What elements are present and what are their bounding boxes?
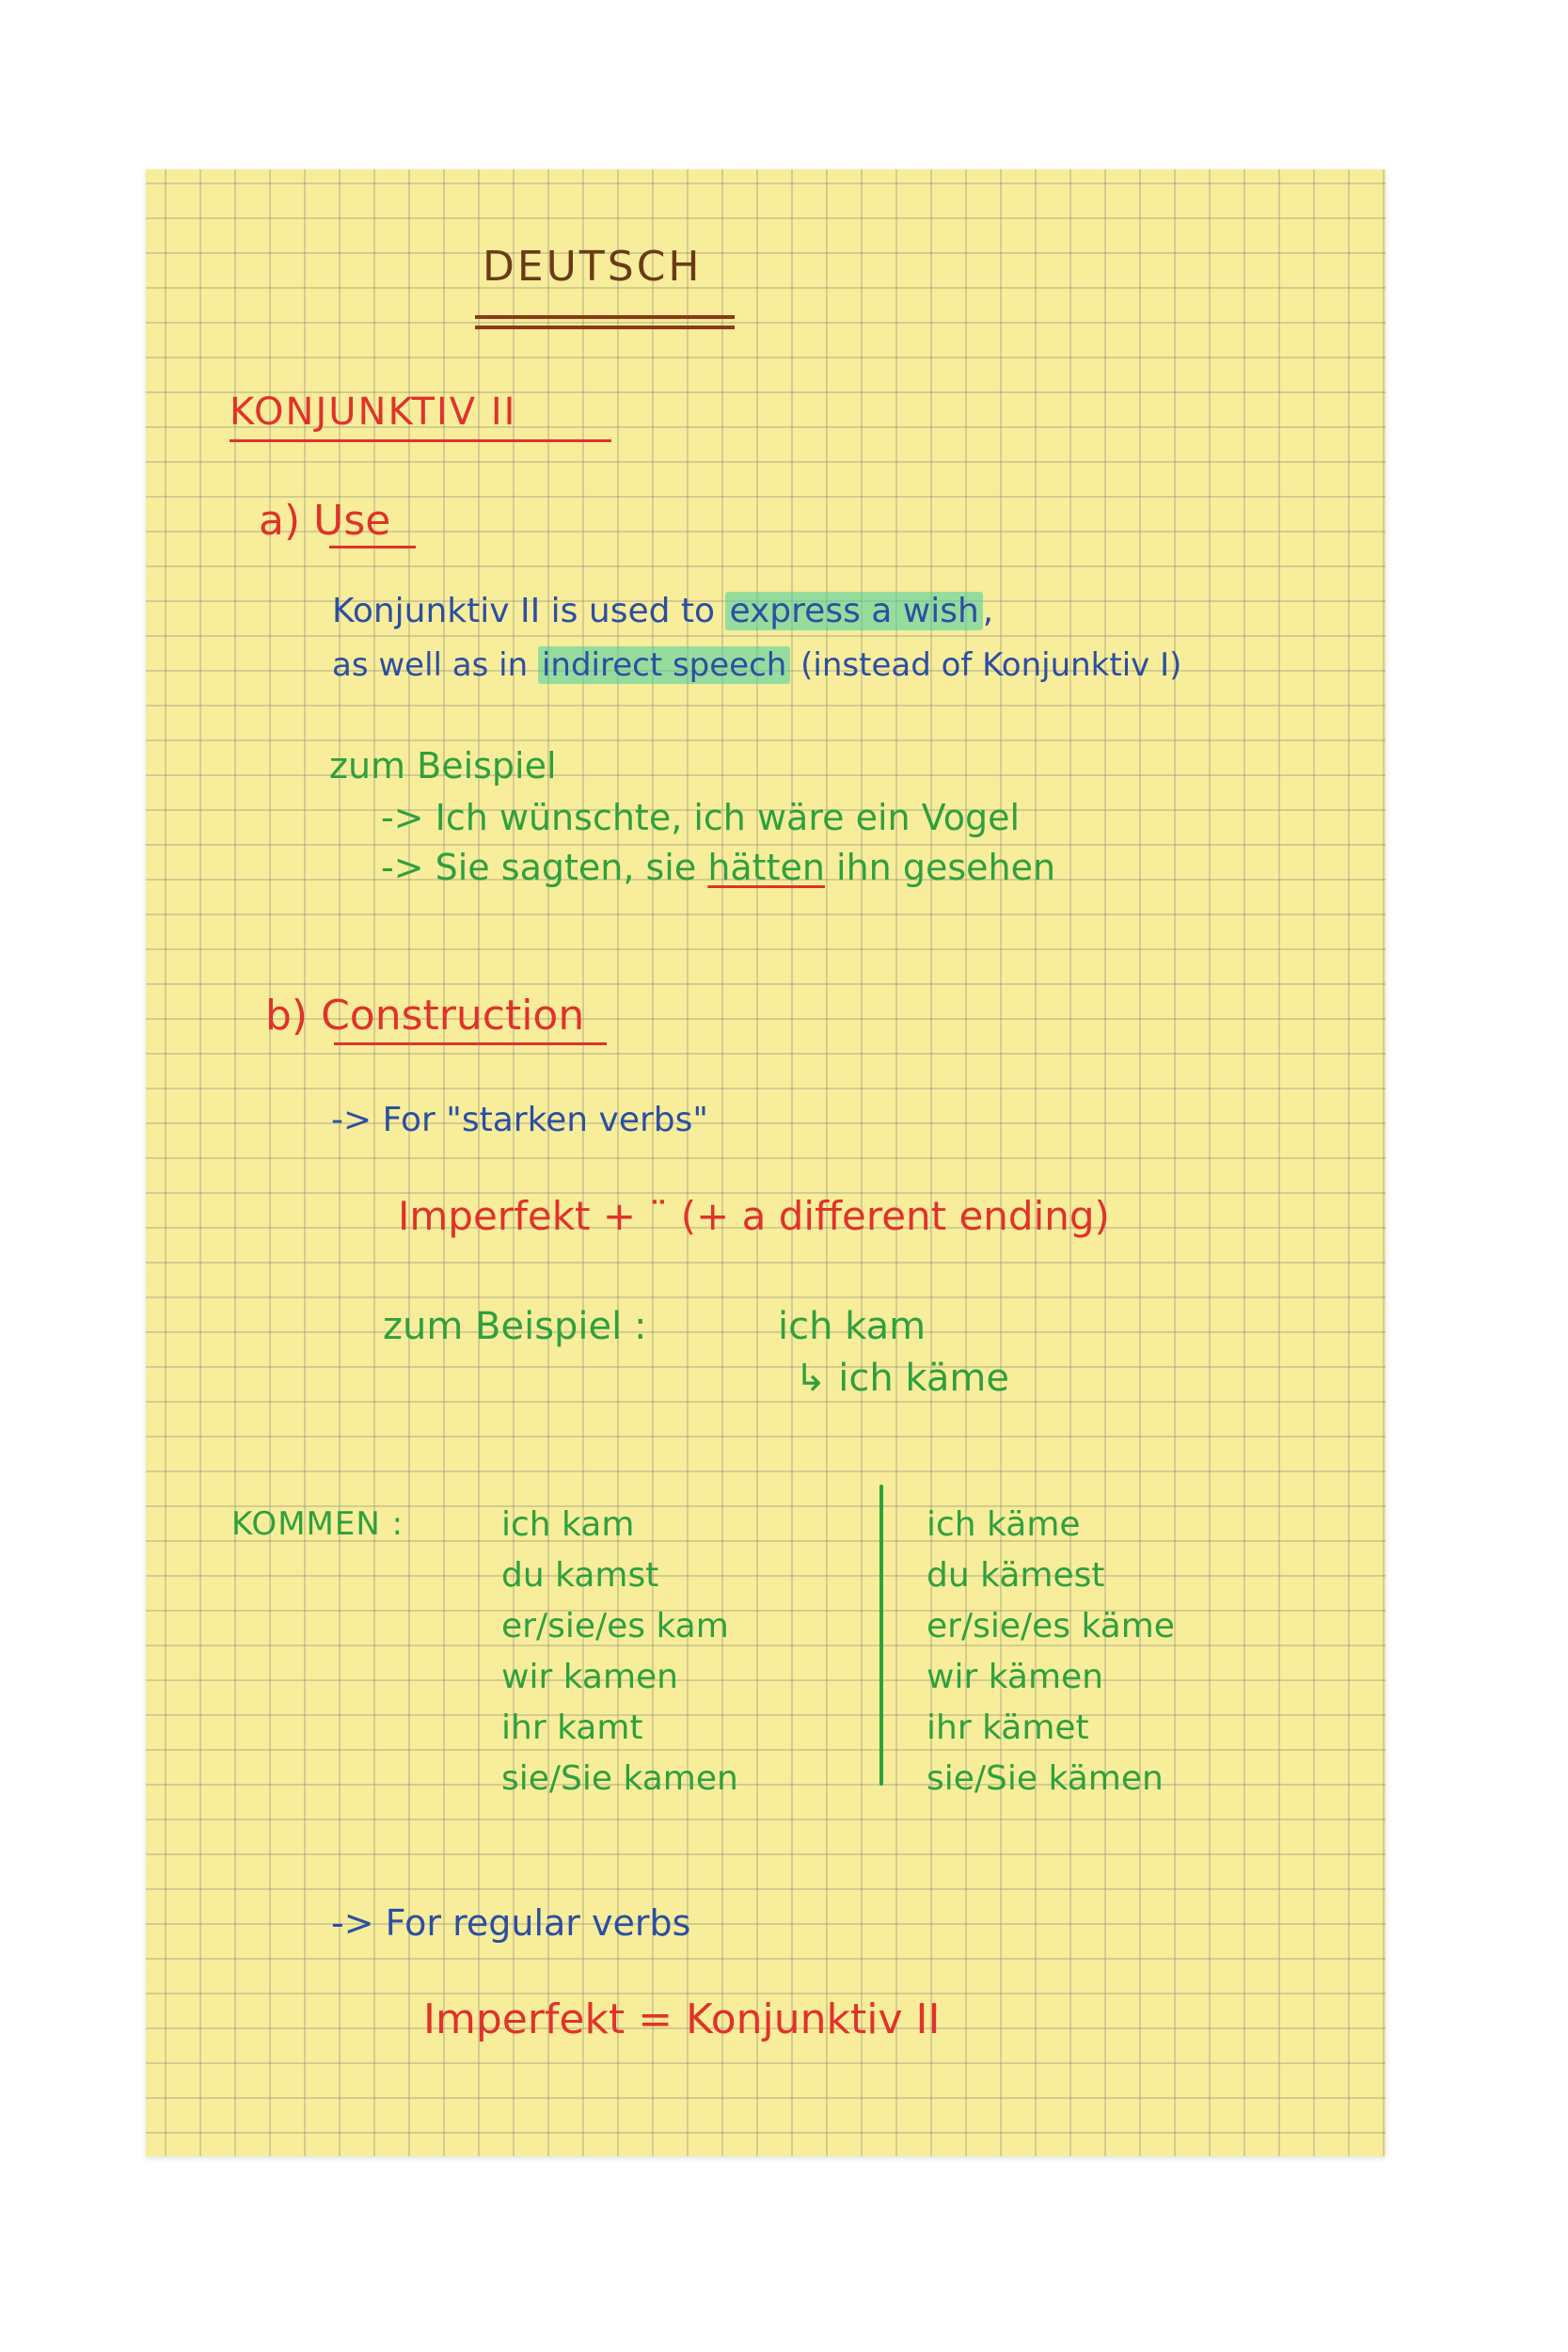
example-2-verb: hätten [707, 847, 825, 888]
use-line-1-comma: , [982, 592, 994, 630]
konjunktiv-form-1: ich käme [927, 1505, 1081, 1544]
example-label-a: zum Beispiel [329, 745, 557, 787]
konjunktiv-form-2: du kämest [927, 1556, 1105, 1595]
table-divider [879, 1485, 883, 1786]
section-b-label: b) Construction [265, 992, 585, 1040]
konjunktiv-form-5: ihr kämet [927, 1708, 1089, 1747]
imperfekt-form-6: sie/Sie kamen [501, 1759, 738, 1798]
title-underline-top [475, 315, 735, 319]
regular-verbs-intro: -> For regular verbs [331, 1902, 691, 1944]
example-label-b: zum Beispiel : [383, 1305, 647, 1348]
imperfekt-form-4: wir kamen [501, 1658, 678, 1696]
verb-label: KOMMEN : [231, 1505, 404, 1543]
konjunktiv-form-4: wir kämen [927, 1658, 1103, 1696]
highlight-indirect-speech: indirect speech [538, 646, 790, 684]
note-paper [146, 169, 1386, 2156]
use-line-2 [332, 646, 1182, 684]
use-line-2-tail: (instead of Konjunktiv I) [790, 646, 1182, 684]
example-1: -> Ich wünschte, ich wäre ein Vogel [381, 797, 1021, 838]
imperfekt-form-3: er/sie/es kam [501, 1607, 729, 1645]
example-2-start: -> Sie sagten, sie [381, 847, 708, 888]
section-b-underline [334, 1042, 607, 1045]
strong-verbs-formula: Imperfekt + ¨ (+ a different ending) [398, 1193, 1110, 1239]
title-underline-bottom [475, 326, 735, 329]
example-to: ↳ ich käme [795, 1357, 1009, 1400]
page-title: DEUTSCH [483, 243, 703, 291]
regular-verbs-formula: Imperfekt = Konjunktiv II [423, 1995, 941, 2043]
section-a-label: a) Use [259, 497, 391, 545]
example-2 [381, 847, 1056, 888]
highlight-express-wish: express a wish [725, 592, 982, 630]
use-line-1 [332, 592, 994, 630]
use-line-1-text: Konjunktiv II is used to [332, 592, 726, 630]
topic-heading: KONJUNKTIV II [230, 390, 517, 434]
section-a-underline [329, 546, 416, 548]
imperfekt-form-2: du kamst [501, 1556, 659, 1595]
imperfekt-form-1: ich kam [501, 1505, 635, 1544]
example-from: ich kam [778, 1305, 927, 1348]
use-line-2-text: as well as in [332, 646, 538, 684]
heading-underline [230, 439, 611, 442]
imperfekt-form-5: ihr kamt [501, 1708, 643, 1747]
strong-verbs-intro: -> For "starken verbs" [331, 1101, 708, 1139]
konjunktiv-form-6: sie/Sie kämen [927, 1759, 1164, 1798]
konjunktiv-form-3: er/sie/es käme [927, 1607, 1175, 1645]
example-2-end: ihn gesehen [824, 847, 1056, 888]
